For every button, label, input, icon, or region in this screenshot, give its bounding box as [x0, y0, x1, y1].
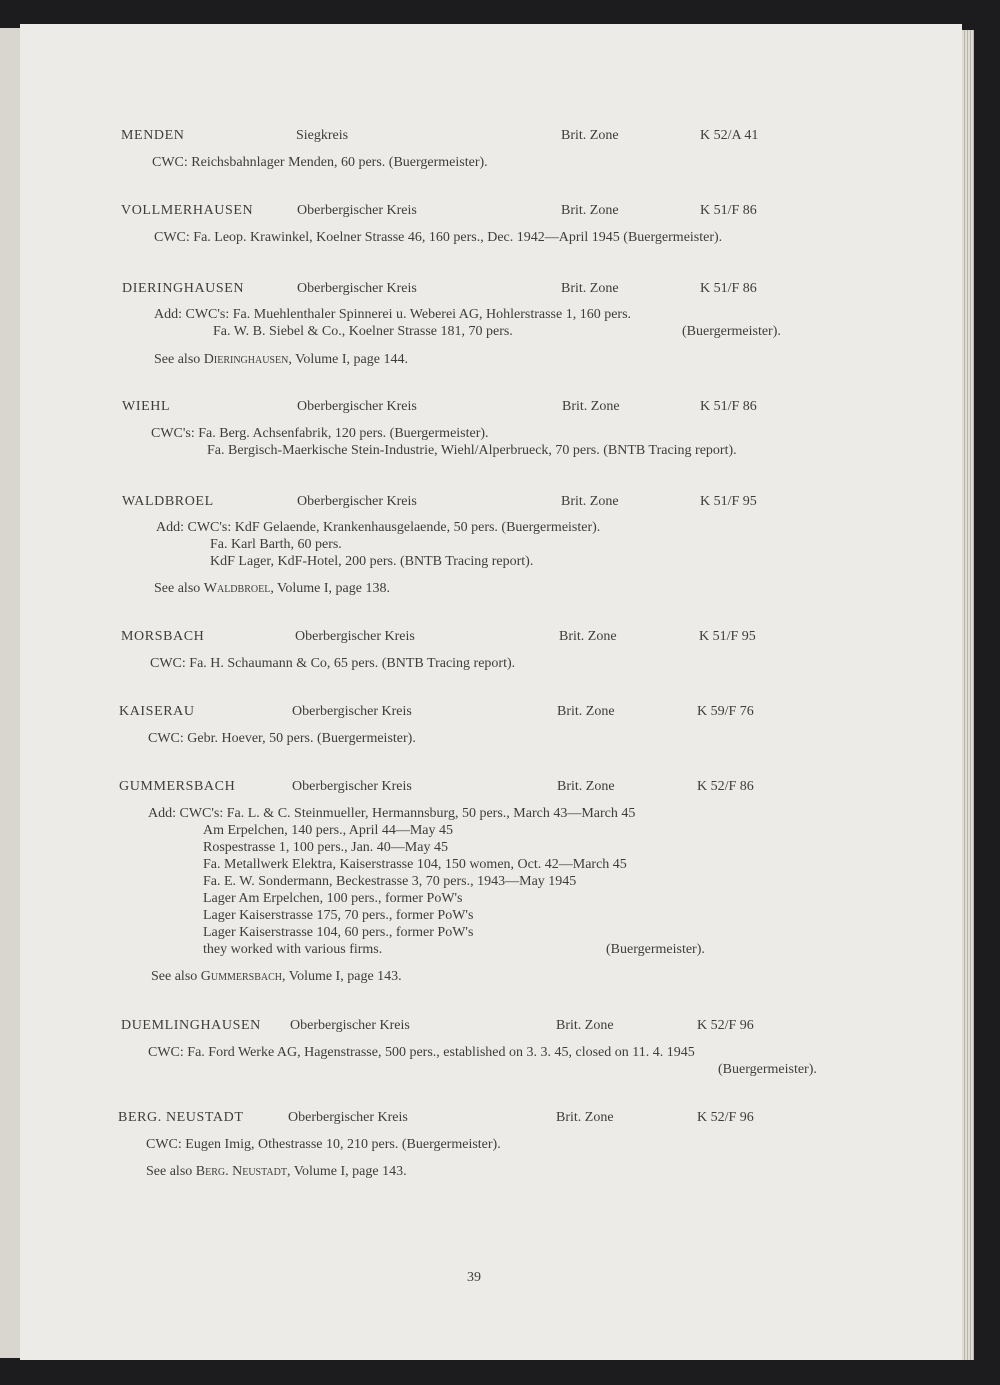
map-ref: K 51/F 86 — [700, 281, 757, 296]
entry-morsbach — [20, 629, 962, 671]
entry-kaiserau — [20, 704, 962, 746]
map-ref: K 51/F 95 — [700, 494, 757, 509]
entry-line: Fa. Metallwerk Elektra, Kaiserstrasse 104, 150 women, Oct. 42—March 45 — [203, 857, 627, 872]
zone: Brit. Zone — [556, 1110, 614, 1125]
kreis: Oberbergischer Kreis — [297, 203, 417, 218]
entry-header — [20, 704, 962, 724]
place-name: GUMMERSBACH — [119, 779, 236, 794]
entry-line: Lager Kaiserstrasse 104, 60 pers., former PoW's — [203, 925, 474, 940]
entry-line: Fa. E. W. Sondermann, Beckestrasse 3, 70 pers., 1943—May 1945 — [203, 874, 577, 889]
kreis: Oberbergischer Kreis — [297, 399, 417, 414]
zone: Brit. Zone — [561, 203, 619, 218]
entry-waldbroel — [20, 494, 962, 596]
kreis: Oberbergischer Kreis — [295, 629, 415, 644]
see-also-prefix: See also — [154, 352, 201, 367]
entry-line: Fa. Bergisch-Maerkische Stein-Industrie, Wiehl/Alperbrueck, 70 pers. (BNTB Tracing report). — [207, 443, 737, 458]
entry-header — [20, 779, 962, 799]
entry-line: Rospestrasse 1, 100 pers., Jan. 40—May 45 — [203, 840, 448, 855]
entry-line: Lager Kaiserstrasse 175, 70 pers., former PoW's — [203, 908, 474, 923]
document-page — [20, 24, 962, 1360]
place-name: VOLLMERHAUSEN — [121, 203, 254, 218]
entry-line: they worked with various firms. — [203, 942, 383, 957]
kreis: Oberbergischer Kreis — [297, 281, 417, 296]
kreis: Oberbergischer Kreis — [292, 704, 412, 719]
place-name: KAISERAU — [119, 704, 195, 719]
entry-line: Add: CWC's: KdF Gelaende, Krankenhausgelaende, 50 pers. (Buergermeister). — [156, 520, 601, 535]
entry-line: Am Erpelchen, 140 pers., April 44—May 45 — [203, 823, 454, 838]
zone: Brit. Zone — [559, 629, 617, 644]
see-also — [154, 581, 390, 597]
entry-dieringhausen — [20, 281, 962, 367]
source-note: (Buergermeister). — [718, 1062, 817, 1077]
place-name: MORSBACH — [121, 629, 205, 644]
entry-line: Add: CWC's: Fa. L. & C. Steinmueller, Hermannsburg, 50 pers., March 43—March 45 — [148, 806, 636, 821]
entry-line: CWC: Fa. Ford Werke AG, Hagenstrasse, 500 pers., established on 3. 3. 45, closed on 11. 4. 1945 — [148, 1045, 695, 1060]
map-ref: K 51/F 86 — [700, 399, 757, 414]
map-ref: K 59/F 76 — [697, 704, 754, 719]
entry-wiehl — [20, 399, 962, 458]
zone: Brit. Zone — [556, 1018, 614, 1033]
see-also-suffix: , Volume I, page 143. — [286, 1164, 407, 1179]
map-ref: K 52/F 96 — [697, 1018, 754, 1033]
see-also — [146, 1164, 407, 1180]
see-also-prefix: See also — [154, 581, 201, 596]
map-ref: K 51/F 86 — [700, 203, 757, 218]
place-name: DUEMLINGHAUSEN — [121, 1018, 261, 1033]
entry-line: CWC: Gebr. Hoever, 50 pers. (Buergermeister). — [148, 731, 416, 746]
kreis: Siegkreis — [296, 128, 349, 143]
background-right — [974, 30, 1000, 1360]
entry-line: CWC: Fa. H. Schaumann & Co, 65 pers. (BNTB Tracing report). — [150, 656, 516, 671]
see-also-prefix: See also — [151, 969, 198, 984]
source-note: (Buergermeister). — [682, 324, 781, 339]
entry-line: CWC: Eugen Imig, Othestrasse 10, 210 pers. (Buergermeister). — [146, 1137, 501, 1152]
zone: Brit. Zone — [562, 399, 620, 414]
see-also — [151, 969, 402, 985]
zone: Brit. Zone — [561, 494, 619, 509]
zone: Brit. Zone — [561, 128, 619, 143]
entry-header — [20, 1018, 962, 1038]
see-also-suffix: , Volume I, page 144. — [288, 352, 408, 367]
map-ref: K 52/F 96 — [697, 1110, 754, 1125]
entry-line: Fa. W. B. Siebel & Co., Koelner Strasse 181, 70 pers. — [213, 324, 513, 339]
entry-line: Lager Am Erpelchen, 100 pers., former PoW's — [203, 891, 463, 906]
entry-header — [20, 629, 962, 649]
entry-line: CWC's: Fa. Berg. Achsenfabrik, 120 pers. (Buergermeister). — [151, 426, 489, 441]
place-name: MENDEN — [121, 128, 185, 143]
see-also-suffix: , Volume I, page 143. — [282, 969, 402, 984]
place-name: BERG. NEUSTADT — [118, 1110, 244, 1125]
entry-menden — [20, 128, 962, 170]
map-ref: K 52/A 41 — [700, 128, 759, 143]
see-also-name: Waldbroel — [203, 581, 271, 596]
see-also-prefix: See also — [146, 1164, 193, 1179]
see-also — [154, 352, 408, 368]
page-number: 39 — [467, 1270, 481, 1285]
kreis: Oberbergischer Kreis — [292, 779, 412, 794]
see-also-name: Dieringhausen — [203, 352, 289, 367]
entry-header — [20, 128, 962, 148]
kreis: Oberbergischer Kreis — [288, 1110, 408, 1125]
entry-header — [20, 1110, 962, 1130]
kreis: Oberbergischer Kreis — [290, 1018, 410, 1033]
previous-page-edge — [0, 28, 20, 1358]
entry-header — [20, 494, 962, 514]
entry-vollmerhausen — [20, 203, 962, 245]
source-note: (Buergermeister). — [606, 942, 705, 957]
entry-line: Add: CWC's: Fa. Muehlenthaler Spinnerei u. Weberei AG, Hohlerstrasse 1, 160 pers. — [154, 307, 632, 322]
zone: Brit. Zone — [557, 704, 615, 719]
entry-header — [20, 399, 962, 419]
entry-line: Fa. Karl Barth, 60 pers. — [210, 537, 342, 552]
entry-header — [20, 203, 962, 223]
map-ref: K 51/F 95 — [699, 629, 756, 644]
zone: Brit. Zone — [557, 779, 615, 794]
entry-duemlinghausen — [20, 1018, 962, 1077]
entry-berg-neustadt — [20, 1110, 962, 1179]
place-name: WALDBROEL — [122, 494, 214, 509]
zone: Brit. Zone — [561, 281, 619, 296]
place-name: DIERINGHAUSEN — [122, 281, 245, 296]
entry-line: CWC: Fa. Leop. Krawinkel, Koelner Strasse 46, 160 pers., Dec. 1942—April 1945 (Buergermeister). — [154, 230, 723, 245]
place-name: WIEHL — [122, 399, 171, 414]
entry-gummersbach — [20, 779, 962, 984]
entry-header — [20, 281, 962, 301]
entry-line: CWC: Reichsbahnlager Menden, 60 pers. (Buergermeister). — [152, 155, 488, 170]
see-also-name: Gummersbach — [200, 969, 283, 984]
entry-line: KdF Lager, KdF-Hotel, 200 pers. (BNTB Tracing report). — [210, 554, 534, 569]
kreis: Oberbergischer Kreis — [297, 494, 417, 509]
see-also-name: Berg. Neustadt — [195, 1164, 287, 1179]
see-also-suffix: , Volume I, page 138. — [270, 581, 390, 596]
map-ref: K 52/F 86 — [697, 779, 754, 794]
